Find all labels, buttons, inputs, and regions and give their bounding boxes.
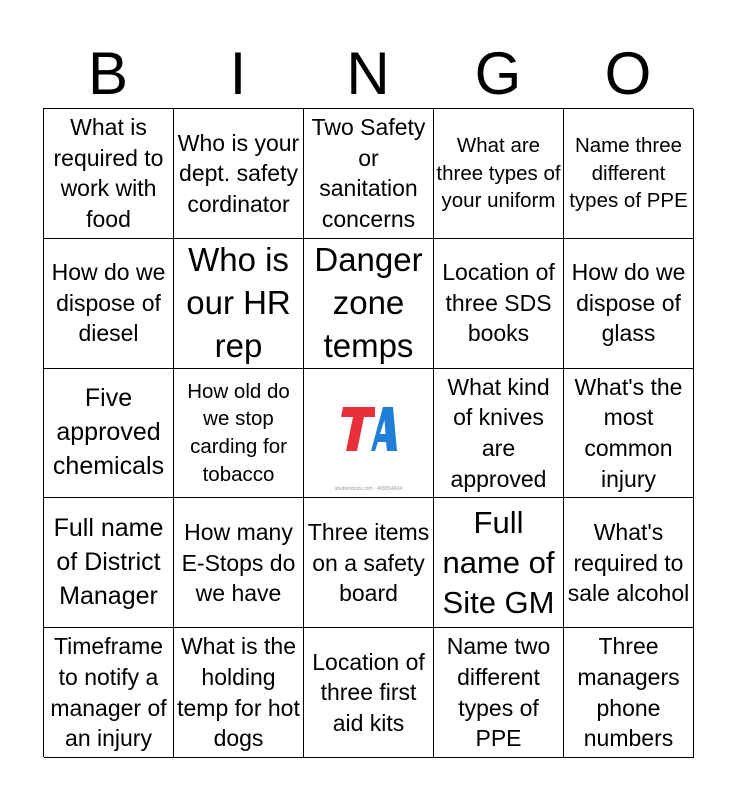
bingo-cell[interactable] [174,498,304,628]
cell-text: Five approved chemicals [52,384,165,480]
cell-text: Location of three first aid kits [312,648,425,736]
bingo-cell[interactable] [304,628,434,758]
ta-logo-icon [341,405,397,453]
bingo-cell[interactable] [564,369,694,499]
bingo-cell[interactable] [44,239,174,369]
bingo-cell[interactable] [44,369,174,499]
cell-text: What is required to work with food [53,114,164,232]
header-letter-o: O [604,40,652,107]
cell-text: Full name of Site GM [442,505,555,620]
bingo-cell[interactable] [434,109,564,239]
cell-text: What's the most common injury [574,373,683,492]
cell-text: What kind of knives are approved [447,373,550,492]
bingo-header [43,40,693,108]
bingo-cell[interactable] [564,109,694,239]
cell-text: Who is your dept. safety cordinator [177,129,300,217]
cell-text: Who is our HR rep [186,240,291,364]
cell-text: What are three types of your uniform [436,133,561,213]
bingo-cell[interactable] [174,628,304,758]
bingo-cell[interactable] [564,628,694,758]
bingo-cell[interactable] [434,628,564,758]
cell-text: Full name of District Manager [53,514,164,610]
bingo-card [43,108,693,757]
header-letter-i: I [229,40,247,107]
cell-text: Name three different types of PPE [569,133,688,213]
bingo-cell[interactable] [434,498,564,628]
bingo-cell[interactable] [44,628,174,758]
cell-text: Two Safety or sanitation concerns [311,114,426,232]
cell-text: How do we dispose of glass [571,259,686,347]
cell-text: Location of three SDS books [442,259,555,347]
bingo-cell[interactable] [434,239,564,369]
cell-text: Three items on a safety board [307,518,430,607]
bingo-cell[interactable] [304,239,434,369]
bingo-cell[interactable] [174,369,304,499]
bingo-cell[interactable] [564,498,694,628]
cell-text: What's required to sale alcohol [567,518,690,607]
bingo-cell[interactable] [304,109,434,239]
cell-text: Three managers phone numbers [577,633,680,752]
bingo-cell[interactable] [174,109,304,239]
bingo-cell[interactable] [174,239,304,369]
free-space-logo [305,369,433,497]
header-letter-n: N [346,40,390,107]
cell-text: Timeframe to notify a manager of an injury [50,633,167,752]
bingo-cell[interactable] [44,498,174,628]
cell-text: How old do we stop carding for tobacco [187,379,290,486]
cell-text: How do we dispose of diesel [51,259,166,347]
free-space-cell[interactable] [304,369,434,499]
bingo-cell[interactable] [304,498,434,628]
cell-text: Danger zone temps [314,240,423,364]
bingo-cell[interactable] [44,109,174,239]
header-letter-g: G [474,40,522,107]
bingo-cell[interactable] [434,369,564,499]
cell-text: How many E-Stops do we have [181,518,296,607]
cell-text: What is the holding temp for hot dogs [177,633,300,752]
bingo-cell[interactable] [564,239,694,369]
header-letter-b: B [87,40,129,107]
cell-text: Name two different types of PPE [446,633,551,752]
logo-caption: shutterstock.com · 465554604 [334,485,403,492]
